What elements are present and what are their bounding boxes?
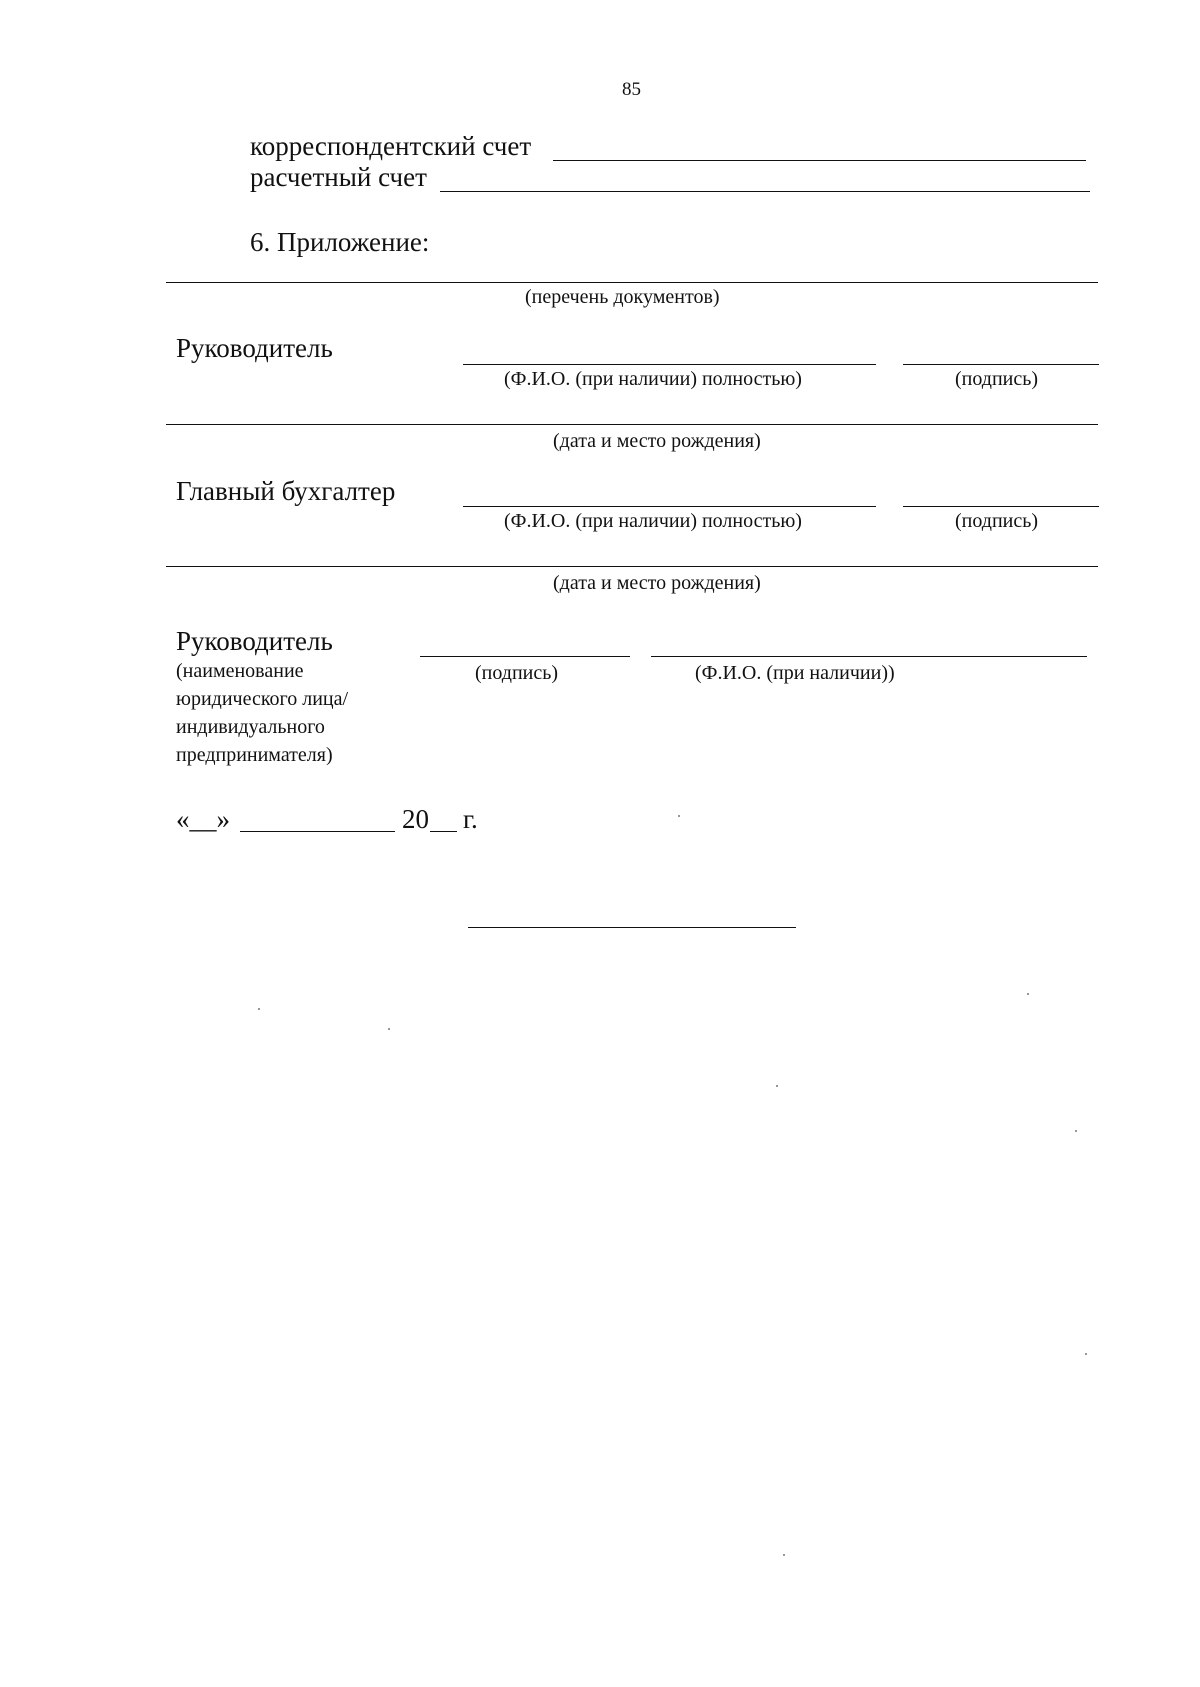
date-year-suffix: г. xyxy=(463,804,478,834)
date-day: «__» xyxy=(176,804,230,834)
end-of-document-rule xyxy=(468,927,796,928)
chief-accountant-signature-caption: (подпись) xyxy=(955,510,1039,532)
director-fio-field[interactable] xyxy=(463,364,876,365)
org-head-signature-field[interactable] xyxy=(420,656,630,657)
attachment-caption: (перечень документов) xyxy=(525,286,720,308)
date-year-prefix: 20 xyxy=(402,804,429,834)
scan-speckle xyxy=(1085,1353,1087,1355)
org-head-sublabel-line-4: предпринимателя) xyxy=(176,744,333,766)
director-signature-field[interactable] xyxy=(903,364,1099,365)
scan-speckle xyxy=(258,1008,260,1010)
corr-account-field[interactable] xyxy=(553,160,1086,161)
date-year-field[interactable] xyxy=(430,831,457,832)
chief-accountant-birth-caption: (дата и место рождения) xyxy=(553,572,761,594)
scan-speckle xyxy=(783,1554,785,1556)
org-head-fio-caption: (Ф.И.О. (при наличии)) xyxy=(695,662,895,684)
director-label: Руководитель xyxy=(176,333,333,363)
director-birth-field[interactable] xyxy=(166,424,1098,425)
settlement-account-label: расчетный счет xyxy=(250,162,427,192)
director-birth-caption: (дата и место рождения) xyxy=(553,430,761,452)
org-head-sublabel-line-3: индивидуального xyxy=(176,716,325,738)
org-head-sublabel-line-1: (наименование xyxy=(176,660,304,682)
scan-speckle xyxy=(776,1085,778,1087)
org-head-sublabel-line-2: юридического лица/ xyxy=(176,688,349,710)
chief-accountant-label: Главный бухгалтер xyxy=(176,476,396,506)
scan-speckle xyxy=(678,815,680,817)
org-head-label: Руководитель xyxy=(176,626,333,656)
scan-speckle xyxy=(1075,1130,1077,1132)
scan-speckle xyxy=(1027,993,1029,995)
attachment-heading: 6. Приложение: xyxy=(250,227,430,257)
chief-accountant-fio-caption: (Ф.И.О. (при наличии) полностью) xyxy=(504,510,802,532)
org-head-signature-caption: (подпись) xyxy=(475,662,559,684)
page-number: 85 xyxy=(622,79,641,100)
settlement-account-field[interactable] xyxy=(440,191,1090,192)
chief-accountant-signature-field[interactable] xyxy=(903,506,1099,507)
director-fio-caption: (Ф.И.О. (при наличии) полностью) xyxy=(504,368,802,390)
chief-accountant-fio-field[interactable] xyxy=(463,506,876,507)
attachment-list-field[interactable] xyxy=(166,282,1098,283)
scan-speckle xyxy=(388,1028,390,1030)
corr-account-label: корреспондентский счет xyxy=(250,131,532,161)
date-month-field[interactable] xyxy=(240,831,395,832)
director-signature-caption: (подпись) xyxy=(955,368,1039,390)
org-head-fio-field[interactable] xyxy=(651,656,1087,657)
chief-accountant-birth-field[interactable] xyxy=(166,566,1098,567)
